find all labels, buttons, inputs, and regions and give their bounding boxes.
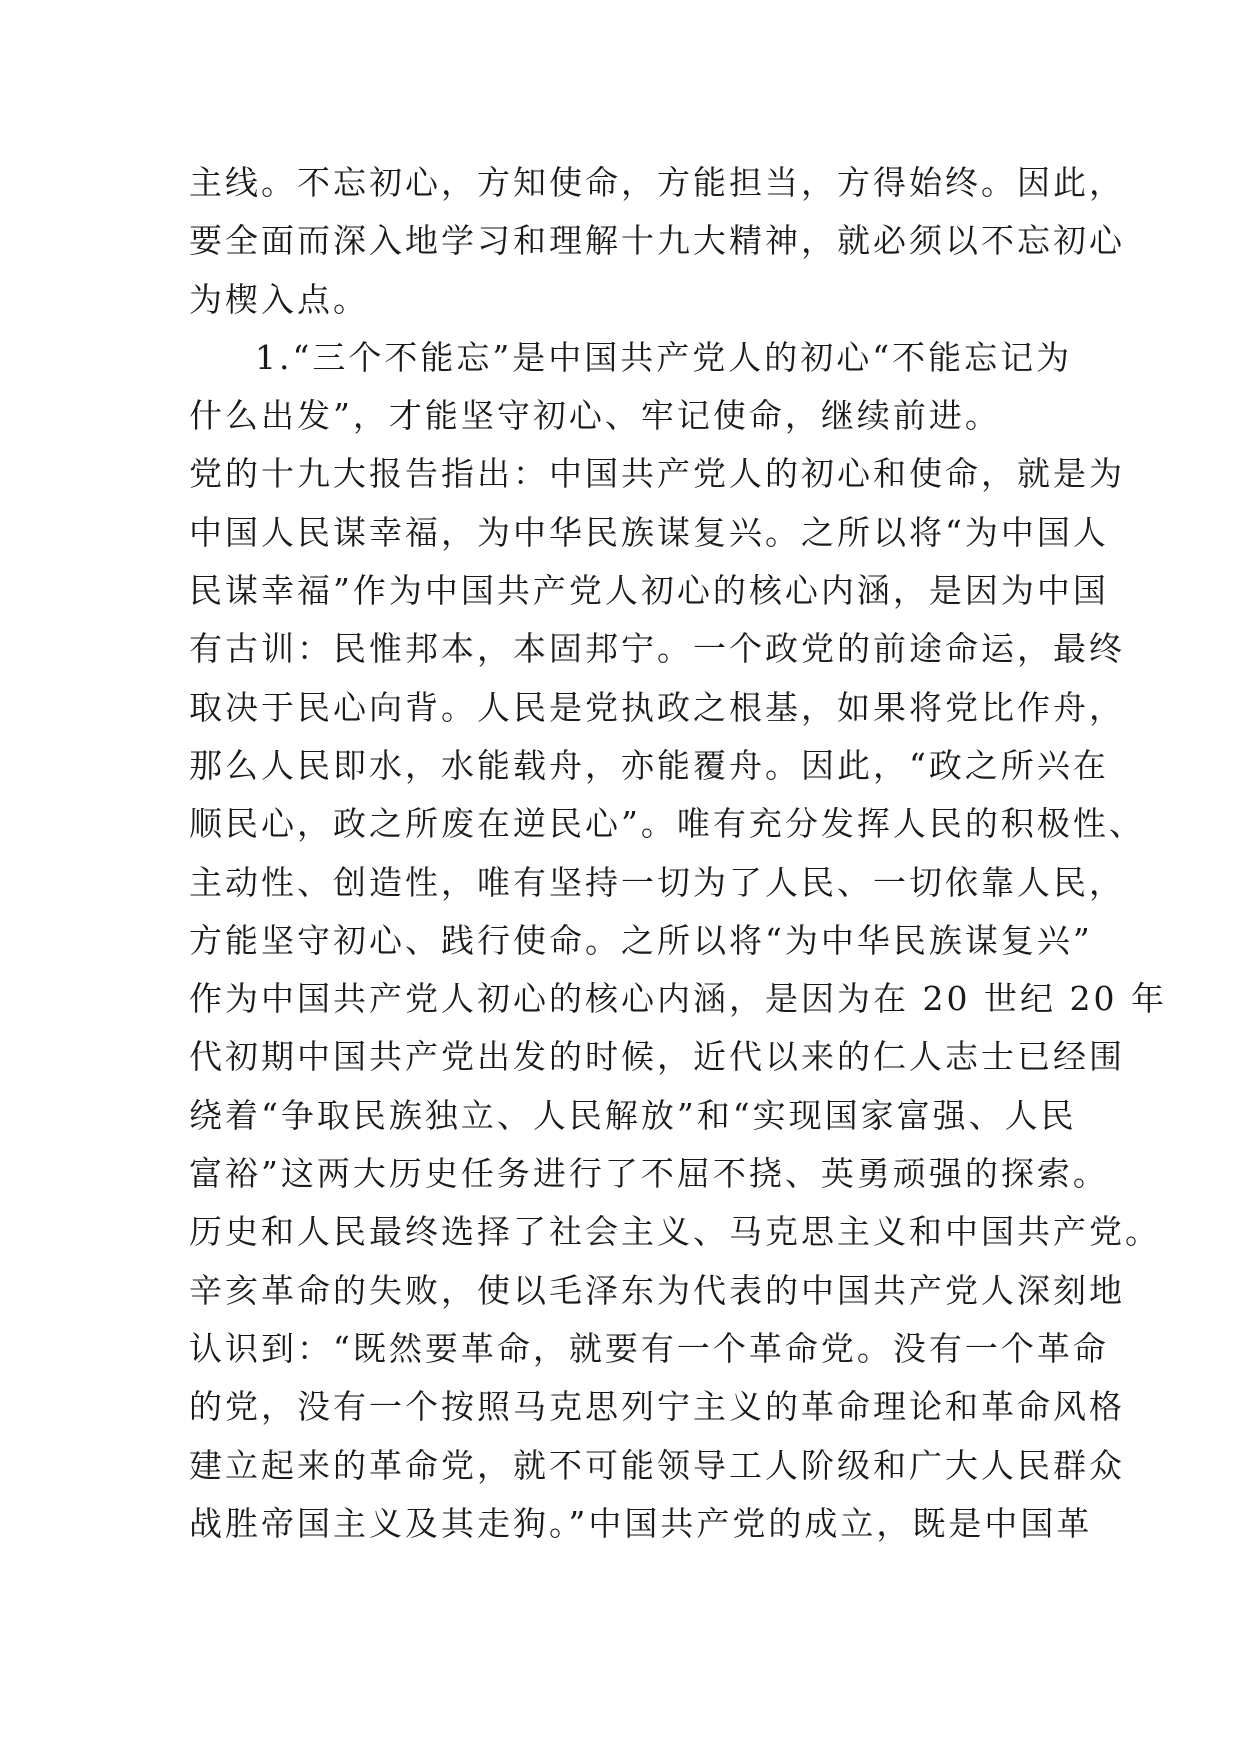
text-line: 党的十九大报告指出：中国共产党人的初心和使命，就是为 [189,454,1125,494]
text-line: 要全面而深入地学习和理解十九大精神，就必须以不忘初心 [189,221,1125,261]
text-line: 为楔入点。 [189,279,369,319]
text-line: 建立起来的革命党，就不可能领导工人阶级和广大人民群众 [189,1445,1125,1485]
text-line: 作为中国共产党人初心的核心内涵，是因为在 20 世纪 20 年 [189,979,1167,1019]
body-text [189,154,1167,1553]
intro-paragraph [189,154,1125,329]
text-line: 代初期中国共产党出发的时候，近代以来的仁人志士已经围 [189,1037,1125,1077]
text-line: 那么人民即水，水能载舟，亦能覆舟。因此，“政之所兴在 [189,745,1109,785]
text-line: 富裕”这两大历史任务进行了不屈不挠、英勇顽强的探索。 [189,1154,1109,1194]
text-line: 主动性、创造性，唯有坚持一切为了人民、一切依靠人民， [189,862,1125,902]
text-line: 绕着“争取民族独立、人民解放”和“实现国家富强、人民 [189,1095,1077,1135]
text-line: 战胜帝国主义及其走狗。”中国共产党的成立，既是中国革 [189,1503,1093,1543]
text-line: 中国人民谋幸福，为中华民族谋复兴。之所以将“为中国人 [189,512,1109,552]
text-line: 顺民心，政之所废在逆民心”。唯有充分发挥人民的积极性、 [189,804,1145,844]
heading-line: 什么出发”，才能坚守初心、牢记使命，继续前进。 [189,396,1001,436]
text-line: 辛亥革命的失败，使以毛泽东为代表的中国共产党人深刻地 [189,1270,1125,1310]
text-line: 有古训：民惟邦本，本固邦宁。一个政党的前途命运，最终 [189,629,1125,669]
text-line: 认识到：“既然要革命，就要有一个革命党。没有一个革命 [189,1328,1109,1368]
section-heading-1 [189,329,1073,446]
text-line: 民谋幸福”作为中国共产党人初心的核心内涵，是因为中国 [189,571,1109,611]
text-line: 的党，没有一个按照马克思列宁主义的革命理论和革命风格 [189,1387,1125,1427]
text-line: 主线。不忘初心，方知使命，方能担当，方得始终。因此， [189,163,1125,202]
text-line: 取决于民心向背。人民是党执政之根基，如果将党比作舟， [189,687,1125,727]
text-line: 方能坚守初心、践行使命。之所以将“为中华民族谋复兴” [189,920,1093,960]
heading-line: 1.“三个不能忘”是中国共产党人的初心“不能忘记为 [255,337,1073,377]
main-paragraph [189,445,1167,1553]
text-line: 历史和人民最终选择了社会主义、马克思主义和中国共产党。 [189,1212,1161,1252]
